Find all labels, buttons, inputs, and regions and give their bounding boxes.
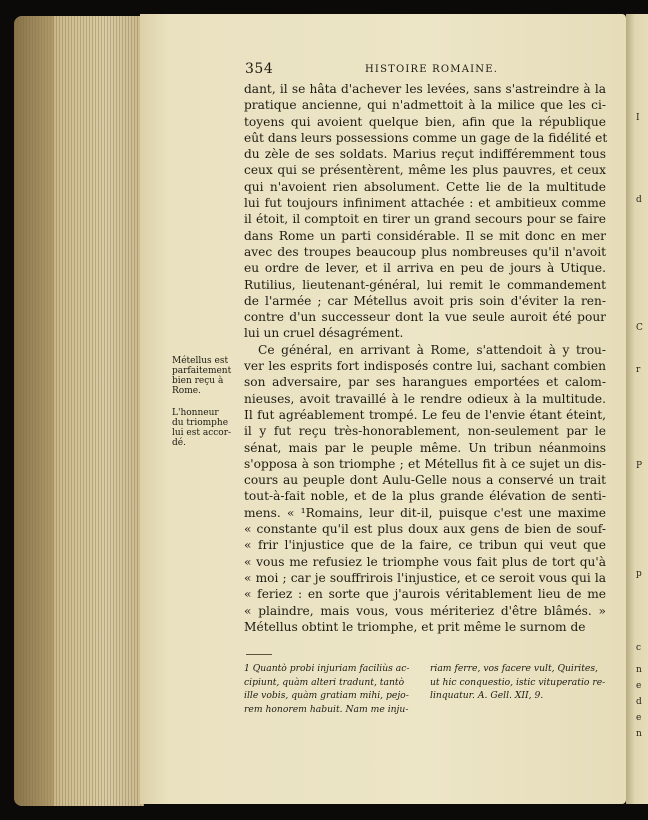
body-line: dans Rome un parti considérable. Il se mit donc en mer (244, 228, 606, 243)
footnote-line: ille vobis, quàm gratiam mihi, pejo- (244, 690, 409, 702)
body-line: « plaindre, mais vous, vous mériteriez d'être blâmés. » (244, 603, 606, 618)
body-line: de l'armée ; car Métellus avoit pris soin d'éviter la ren- (244, 293, 606, 308)
page-edges-shadow (14, 16, 54, 806)
margin-note-line: du triomphe (172, 418, 229, 428)
body-line: « moi ; car je souffrirois l'injustice, et ce seroit vous qui la (244, 570, 606, 585)
margin-note-line: lui est accor- (172, 428, 232, 438)
body-line: il étoit, il comptoit en tirer un grand secours pour se faire (244, 212, 606, 227)
body-line: il y fut reçu très-honorablement, non-seulement par le (244, 424, 606, 439)
facing-page-letter: d (636, 195, 642, 205)
facing-page-letter: e (636, 681, 642, 691)
footnote-line: ut hic conquestio, istic vituperatio re- (430, 676, 606, 688)
body-line: sénat, mais par le peuple même. Un tribun néanmoins (244, 440, 606, 455)
body-line: Ce général, en arrivant à Rome, s'attendoit à y trou- (258, 342, 606, 357)
footnote-line: 1 Quantò probi injuriam faciliùs ac- (244, 663, 410, 674)
body-line: eût dans leurs possessions comme un gage de la fidélité et (244, 130, 608, 145)
body-line: cours au peuple dont Aulu-Gelle nous a conservé un trait (244, 473, 606, 488)
facing-page-letter: r (636, 365, 641, 375)
body-line: s'opposa à son triomphe ; et Métellus fit à ce sujet un dis- (244, 456, 606, 471)
body-line: ver les esprits fort indisposés contre lui, sachant combien (244, 359, 606, 374)
facing-page-letter: P (636, 461, 643, 471)
body-line: eu ordre de lever, et il arriva en peu de jours à Utique. (244, 261, 606, 276)
margin-note-line: dé. (172, 438, 186, 448)
margin-note-2 (172, 408, 244, 448)
facing-page-letter: e (636, 713, 642, 723)
body-line: du zèle de ses soldats. Marius reçut indifféremment tous (244, 147, 606, 162)
margin-note-1 (172, 356, 244, 396)
facing-page-strip (626, 14, 648, 804)
page-number: 354 (245, 61, 274, 77)
body-line: « vous me refusiez le triomphe vous fait plus de tort qu'à (244, 554, 606, 569)
body-line: Il fut agréablement trompé. Le feu de l'envie étant éteint, (244, 407, 606, 422)
body-line: toyens qui avoient quelque bien, afin que la république (244, 114, 606, 129)
body-line: contre d'un successeur dont la vue seule auroit été pour (244, 310, 606, 325)
margin-note-line: Métellus est (172, 356, 229, 366)
margin-note-line: bien reçu à (172, 376, 224, 386)
body-line: Rutilius, lieutenant-général, lui remit le commandement (244, 277, 606, 292)
margin-note-line: parfaitement (172, 366, 232, 376)
facing-page-letter: n (636, 729, 642, 739)
footnote-line: cipiunt, quàm alteri tradunt, tantò (244, 676, 405, 688)
body-line: « constante qu'il est plus doux aux gens de bien de souf- (244, 522, 606, 537)
body-line: pratique ancienne, qui n'admettoit à la milice que les ci- (244, 98, 606, 113)
body-line: dant, il se hâta d'achever les levées, sans s'astreindre à la (244, 82, 606, 96)
body-line: « feriez : en sorte que j'aurois véritablement lieu de me (244, 587, 606, 602)
body-line: qui n'avoient rien absolument. Cette lie de la multitude (244, 179, 606, 194)
footnote-line: linquatur. A. Gell. XII, 9. (430, 690, 544, 702)
footnote-rule (246, 654, 272, 655)
body-text (244, 81, 606, 635)
running-title: HISTOIRE ROMAINE. (365, 64, 499, 75)
body-line: nieuses, avoit travaillé à le rendre odieux à la multitude. (244, 391, 606, 406)
body-line: Métellus obtint le triomphe, et prit même le surnom de (244, 619, 586, 634)
body-line: avec des troupes beaucoup plus nombreuses qu'il n'avoit (244, 244, 606, 259)
footnote-line: rem honorem habuit. Nam me inju- (244, 703, 409, 715)
facing-page-letter: I (636, 113, 640, 123)
body-line: son adversaire, par ses harangues emportées et calom- (244, 375, 606, 390)
footnote-line: riam ferre, vos facere vult, Quirites, (430, 663, 598, 674)
facing-page-letter: C (636, 323, 643, 333)
footnote-left-column (244, 662, 409, 716)
facing-page-letter: p (636, 569, 642, 579)
body-line: tout-à-fait noble, et de la plus grande élévation de senti- (244, 489, 606, 504)
facing-page-letter: c (636, 643, 642, 653)
body-line: mens. « ¹Romains, leur dit-il, puisque c'est une maxime (244, 505, 606, 520)
footnote-right-column (430, 662, 605, 703)
facing-page-letter: n (636, 665, 642, 675)
body-line: lui un cruel désagrément. (244, 326, 404, 341)
facing-page-letter: d (636, 697, 642, 707)
body-line: ceux qui se présentèrent, même les plus pauvres, et ceux (244, 163, 606, 178)
body-line: « frir l'injustice que de la faire, ce tribun qui veut que (244, 538, 606, 553)
body-line: lui fut toujours infiniment attachée : et ambitieux comme (244, 196, 606, 211)
margin-note-line: Rome. (172, 386, 201, 396)
margin-note-line: L'honneur (172, 408, 219, 418)
